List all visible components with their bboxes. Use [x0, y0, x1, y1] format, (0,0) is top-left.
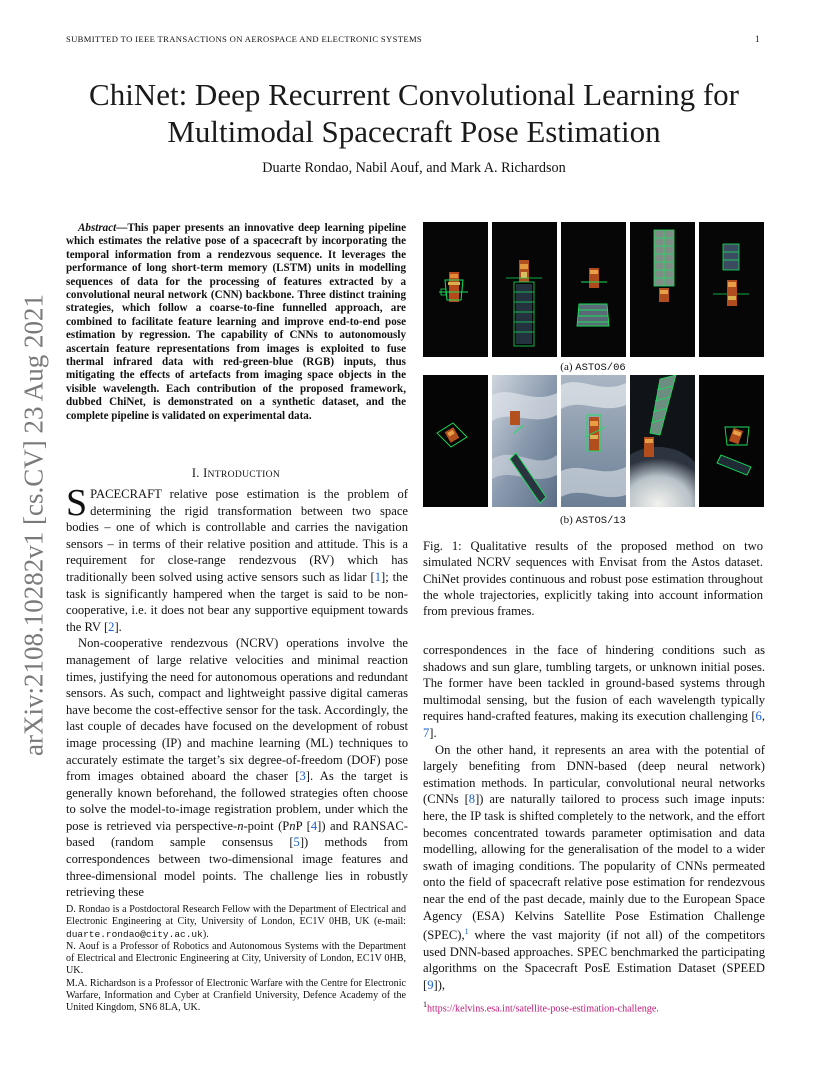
page-number: 1: [755, 34, 760, 44]
right-paragraph-1: [423, 642, 765, 742]
citation-link[interactable]: 7: [423, 725, 430, 740]
authors: Duarte Rondao, Nabil Aouf, and Mark A. Richardson: [262, 160, 566, 176]
right-p2-d: ]),: [433, 978, 446, 993]
figure-image: [423, 222, 488, 357]
subfigure-a-name: ASTOS/06: [575, 362, 626, 374]
citation-link[interactable]: 2: [108, 619, 115, 634]
right-column-text: [423, 642, 765, 994]
citation-link[interactable]: 9: [427, 978, 434, 993]
subfigure-a-label: (a): [560, 361, 573, 373]
subfigure-a-caption: [423, 361, 763, 374]
footnote-number: 1: [423, 1000, 427, 1009]
figure-image: [699, 222, 764, 357]
intro-p1-start: PACECRAFT relative pose estimation is the problem of determining the rigid transformation between two space bodies – one of which is controllable and carries the navigation sensors – in terms of their relative position and attitude. This is a requirement for close-range rendezvous (RV) which has traditionally been solved using active sensors such as lidar [: [66, 487, 408, 584]
intro-p2-e: ]) and RANSAC-based (random sample consensus [: [66, 818, 408, 850]
right-p1: correspondences in the face of hindering conditions such as shadows and sun glare, tumbling targets, or unknown initial poses. The former have been tackled in ground-based systems through multimodal sensing, but the fusion of each wavelength typically requires hand-crafted features, making its execution challenging [: [423, 643, 765, 724]
intro-p2-c: -point (P: [243, 818, 290, 833]
right-p2-b: ]) are naturally tailored to process such image inputs: here, the IP task is shifted completely to the network, and the effort becomes concentrated towards parameter optimisation and data modelling, allowing for the generalisation of the model to a wider swath of imaging conditions. The popularity of CNNs permeated onto the field of spacecraft relative pose estimation for rendezvous near the end of the past decade, mainly due to the European Space Agency (ESA) Kelvins Satellite Pose Estimation Challenge (SPEC),: [423, 792, 765, 943]
figure-image: [630, 222, 695, 357]
figure-image: [492, 375, 557, 507]
arxiv-stamp: [4, 285, 64, 765]
citation-link[interactable]: 1: [374, 569, 381, 584]
right-p1-end: ].: [429, 725, 437, 740]
intro-p2-b: ]. As the target is generally known beforehand, the followed strategies often choose to solve the model-to-image registration problem, under which the pose is retrieved via perspective-: [66, 769, 408, 833]
subfigure-b-caption: [423, 514, 763, 527]
footnote-aouf: N. Aouf is a Professor of Robotics and Autonomous Systems with the Department of Electrical and Electronic Engineering at City, University of London, EC1V 0HB, UK.: [66, 940, 406, 977]
dropcap: S: [66, 482, 88, 524]
section-numeral: I.: [191, 466, 200, 480]
intro-p2-d: P [: [295, 818, 311, 833]
footnote-rondao-b: ).: [202, 928, 209, 940]
abstract-label: Abstract: [78, 222, 117, 234]
citation-link[interactable]: 4: [310, 818, 318, 833]
section-title-first: I: [203, 466, 208, 480]
right-p2-a: On the other hand, it represents an area with the potential of largely benefiting from DNN-based (deep neural network) estimation methods. In particular, convolutional neural networks (CNNs [: [423, 742, 765, 807]
title-line-2: Multimodal Spacecraft Pose Estimation: [167, 114, 661, 149]
email-address: duarte.rondao@city.ac.uk: [66, 928, 203, 940]
running-head: SUBMITTED TO IEEE TRANSACTIONS ON AEROSPACE AND ELECTRONIC SYSTEMS: [66, 34, 423, 44]
arxiv-stamp-text: arXiv:2108.10282v1 [cs.CV] 23 Aug 2021: [18, 294, 49, 756]
figure-image: [561, 222, 626, 357]
author-footnotes: [66, 904, 406, 1015]
figure-1b: [423, 375, 763, 507]
figure-1a: [423, 222, 763, 357]
abstract: [66, 222, 406, 423]
section-title-rest: NTRODUCTION: [207, 469, 281, 480]
intro-paragraph-2: [66, 635, 408, 901]
subfigure-b-label: (b): [560, 514, 573, 526]
figure-image: [630, 375, 695, 507]
figure-image: [492, 222, 557, 357]
intro-p2-f: ]) methods from correspondences between two-dimensional image features and three-dimensional model points. The challenge lies in robustly retrieving these: [66, 835, 408, 900]
citation-link[interactable]: 6: [755, 709, 762, 724]
subfigure-b-name: ASTOS/13: [575, 515, 626, 527]
citation-link[interactable]: 8: [468, 792, 476, 807]
figure-image: [423, 375, 488, 507]
footnote-rondao: [66, 904, 406, 941]
intro-p1-end: ].: [114, 619, 122, 634]
citation-separator: ,: [761, 709, 765, 724]
section-heading: [66, 466, 406, 481]
figure-caption: Fig. 1: Qualitative results of the proposed method on two simulated NCRV sequences with Envisat from the Astos dataset. ChiNet provides continuous and robust pose estimation throughout the whole trajectories, explicitly taking into account information from previous frames.: [423, 539, 763, 619]
figure-image: [561, 375, 626, 507]
footnote-marker[interactable]: 1: [464, 927, 469, 937]
math-n: n: [289, 818, 296, 833]
challenge-url-link[interactable]: https://kelvins.esa.int/satellite-pose-estimation-challenge.: [427, 1003, 659, 1015]
footnote-rondao-a: D. Rondao is a Postdoctoral Research Fellow with the Department of Electrical and Electronic Engineering at City, University of London, EC1V 0HB, UK (e-mail:: [66, 904, 406, 928]
right-paragraph-2: [423, 742, 765, 994]
intro-paragraph-1: [66, 482, 408, 635]
figure-image: [699, 375, 764, 507]
citation-link[interactable]: 5: [293, 835, 300, 850]
right-p2-c: where the vast majority (if not all) of the competitors used DNN-based approaches. SPEC benchmarked the participating algorithms on the Spacecraft PosE Estimation Dataset (SPEED [: [423, 928, 765, 993]
abstract-text: —This paper presents an innovative deep learning pipeline which estimates the relative pose of a spacecraft by incorporating the temporal information from a rendezvous sequence. It leverages the performance of long short-term memory (LSTM) units in modelling sequences of data for the processing of features extracted by a convolutional neural network (CNN) backbone. Three distinct training strategies, which follow a coarse-to-fine funnelled approach, are combined to facilitate feature learning and improve end-to-end pose estimation by regression. The capability of CNNs to autonomously ascertain feature representations from images is exploited to fuse thermal infrared data with red-green-blue (RGB) inputs, thus mitigating the effects of artefacts from imaging space objects in the visible wavelength. Each contribution of the proposed framework, dubbed ChiNet, is demonstrated on a synthetic dataset, and the complete pipeline is validated on experimental data.: [66, 222, 406, 422]
math-n: n: [237, 818, 244, 833]
footnote-richardson: M.A. Richardson is a Professor of Electronic Warfare with the Centre for Electronic Warfare, Information and Cyber at Cranfield University, Defence Academy of the United Kingdom, SN6 8LA, UK.: [66, 977, 406, 1014]
intro-p1-mid: ]; the task is significantly hampered when the target is said to be non-cooperative, i.e. it does not bear any supportive equipment towards the RV [: [66, 569, 408, 634]
title-line-1: ChiNet: Deep Recurrent Convolutional Learning for: [89, 77, 739, 112]
url-footnote: [423, 1000, 763, 1014]
paper-title: [30, 76, 798, 150]
intro-left-column: [66, 482, 408, 901]
intro-p2-a: Non-cooperative rendezvous (NCRV) operations involve the management of large relative velocities and minimal reaction times, justifying the need for autonomous operations and redundant sensors. As such, compact and lightweight passive digital cameras have become the cost-effective sensor for the task. Accordingly, the last couple of decades have focused on the development of robust image processing (IP) and machine learning (ML) techniques to accurately estimate the target’s six degree-of-freedom (DOF) pose from images obtained aboard the chaser [: [66, 636, 408, 784]
citation-link[interactable]: 3: [299, 769, 306, 784]
